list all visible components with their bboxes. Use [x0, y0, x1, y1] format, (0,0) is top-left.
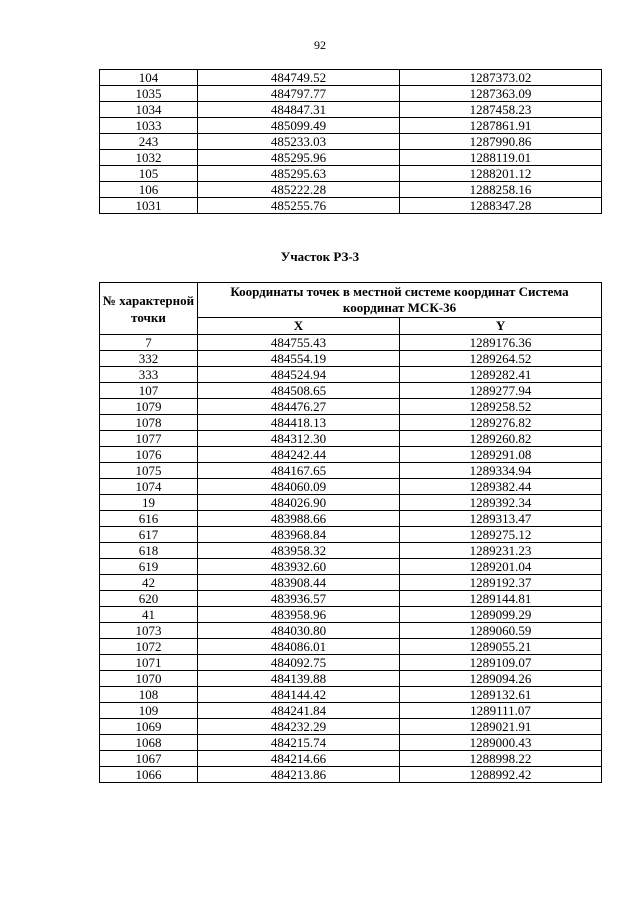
x-coordinate-cell: 483958.96: [198, 607, 400, 623]
y-coordinate-cell: 1289109.07: [400, 655, 602, 671]
y-coordinate-cell: 1289060.59: [400, 623, 602, 639]
point-number-cell: 1072: [100, 639, 198, 655]
y-coordinate-cell: 1289201.04: [400, 559, 602, 575]
header-point-number: № характерной точки: [100, 283, 198, 335]
y-coordinate-cell: 1287363.09: [400, 86, 602, 102]
table-row: [100, 623, 602, 639]
point-number-cell: 108: [100, 687, 198, 703]
x-coordinate-cell: 484092.75: [198, 655, 400, 671]
x-coordinate-cell: 483958.32: [198, 543, 400, 559]
point-number-cell: 1077: [100, 431, 198, 447]
x-coordinate-cell: 484749.52: [198, 70, 400, 86]
x-coordinate-cell: 484030.80: [198, 623, 400, 639]
y-coordinate-cell: 1289176.36: [400, 335, 602, 351]
y-coordinate-cell: 1288347.28: [400, 198, 602, 214]
table-row: [100, 335, 602, 351]
y-coordinate-cell: 1287861.91: [400, 118, 602, 134]
point-number-cell: 619: [100, 559, 198, 575]
table-row: [100, 415, 602, 431]
table-header: [100, 283, 602, 335]
y-coordinate-cell: 1288201.12: [400, 166, 602, 182]
y-coordinate-cell: 1289275.12: [400, 527, 602, 543]
x-coordinate-cell: 484026.90: [198, 495, 400, 511]
point-number-cell: 1079: [100, 399, 198, 415]
table-row: [100, 383, 602, 399]
x-coordinate-cell: 483968.84: [198, 527, 400, 543]
x-coordinate-cell: 484167.65: [198, 463, 400, 479]
table-row: [100, 687, 602, 703]
x-coordinate-cell: 483988.66: [198, 511, 400, 527]
y-coordinate-cell: 1289055.21: [400, 639, 602, 655]
table-row: [100, 767, 602, 783]
table-row: [100, 86, 602, 102]
table-row: [100, 118, 602, 134]
y-coordinate-cell: 1288992.42: [400, 767, 602, 783]
page-number: 92: [314, 38, 326, 52]
x-coordinate-cell: 485099.49: [198, 118, 400, 134]
x-coordinate-cell: 484213.86: [198, 767, 400, 783]
point-number-cell: 107: [100, 383, 198, 399]
y-coordinate-cell: 1289144.81: [400, 591, 602, 607]
table-row: [100, 367, 602, 383]
point-number-cell: 42: [100, 575, 198, 591]
point-number-cell: 1033: [100, 118, 198, 134]
table-row: [100, 102, 602, 118]
table-row: [100, 431, 602, 447]
x-coordinate-cell: 484508.65: [198, 383, 400, 399]
x-coordinate-cell: 483932.60: [198, 559, 400, 575]
y-coordinate-cell: 1289094.26: [400, 671, 602, 687]
table-row: [100, 527, 602, 543]
x-coordinate-cell: 483908.44: [198, 575, 400, 591]
table-row: [100, 655, 602, 671]
table-row: [100, 399, 602, 415]
x-coordinate-cell: 484215.74: [198, 735, 400, 751]
table-row: [100, 351, 602, 367]
point-number-cell: 616: [100, 511, 198, 527]
table-body: [100, 70, 602, 214]
table-row: [100, 463, 602, 479]
point-number-cell: 333: [100, 367, 198, 383]
point-number-cell: 1031: [100, 198, 198, 214]
table-row: [100, 671, 602, 687]
point-number-cell: 1071: [100, 655, 198, 671]
point-number-cell: 1066: [100, 767, 198, 783]
y-coordinate-cell: 1289099.29: [400, 607, 602, 623]
y-coordinate-cell: 1289132.61: [400, 687, 602, 703]
table-row: [100, 543, 602, 559]
table-row: [100, 719, 602, 735]
x-coordinate-cell: 484554.19: [198, 351, 400, 367]
table-row: [100, 495, 602, 511]
point-number-cell: 19: [100, 495, 198, 511]
point-number-cell: 1067: [100, 751, 198, 767]
header-x: X: [198, 318, 400, 335]
y-coordinate-cell: 1289021.91: [400, 719, 602, 735]
table-row: [100, 591, 602, 607]
y-coordinate-cell: 1289291.08: [400, 447, 602, 463]
y-coordinate-cell: 1287373.02: [400, 70, 602, 86]
header-y: Y: [400, 318, 602, 335]
x-coordinate-cell: 484242.44: [198, 447, 400, 463]
x-coordinate-cell: 485233.03: [198, 134, 400, 150]
y-coordinate-cell: 1288119.01: [400, 150, 602, 166]
x-coordinate-cell: 484139.88: [198, 671, 400, 687]
table-row: [100, 751, 602, 767]
coordinates-table-bottom: [99, 282, 602, 783]
y-coordinate-cell: 1289382.44: [400, 479, 602, 495]
point-number-cell: 105: [100, 166, 198, 182]
point-number-cell: 332: [100, 351, 198, 367]
y-coordinate-cell: 1289392.34: [400, 495, 602, 511]
x-coordinate-cell: 485255.76: [198, 198, 400, 214]
x-coordinate-cell: 485295.96: [198, 150, 400, 166]
point-number-cell: 106: [100, 182, 198, 198]
table-row: [100, 166, 602, 182]
y-coordinate-cell: 1287990.86: [400, 134, 602, 150]
x-coordinate-cell: 484524.94: [198, 367, 400, 383]
y-coordinate-cell: 1289000.43: [400, 735, 602, 751]
point-number-cell: 1069: [100, 719, 198, 735]
table-row: [100, 479, 602, 495]
point-number-cell: 1074: [100, 479, 198, 495]
point-number-cell: 1034: [100, 102, 198, 118]
y-coordinate-cell: 1288258.16: [400, 182, 602, 198]
x-coordinate-cell: 484060.09: [198, 479, 400, 495]
x-coordinate-cell: 484312.30: [198, 431, 400, 447]
y-coordinate-cell: 1289277.94: [400, 383, 602, 399]
y-coordinate-cell: 1289276.82: [400, 415, 602, 431]
table-row: [100, 150, 602, 166]
y-coordinate-cell: 1289258.52: [400, 399, 602, 415]
table-row: [100, 447, 602, 463]
y-coordinate-cell: 1289260.82: [400, 431, 602, 447]
point-number-cell: 620: [100, 591, 198, 607]
point-number-cell: 1073: [100, 623, 198, 639]
y-coordinate-cell: 1289313.47: [400, 511, 602, 527]
point-number-cell: 1076: [100, 447, 198, 463]
table-row: [100, 198, 602, 214]
x-coordinate-cell: 484797.77: [198, 86, 400, 102]
point-number-cell: 1070: [100, 671, 198, 687]
x-coordinate-cell: 484214.66: [198, 751, 400, 767]
x-coordinate-cell: 484144.42: [198, 687, 400, 703]
table-row: [100, 70, 602, 86]
table-body: [100, 335, 602, 783]
x-coordinate-cell: 484086.01: [198, 639, 400, 655]
y-coordinate-cell: 1289264.52: [400, 351, 602, 367]
section-title: Участок РЗ-3: [280, 249, 360, 264]
x-coordinate-cell: 484476.27: [198, 399, 400, 415]
y-coordinate-cell: 1289231.23: [400, 543, 602, 559]
x-coordinate-cell: 484847.31: [198, 102, 400, 118]
table-row: [100, 182, 602, 198]
x-coordinate-cell: 484232.29: [198, 719, 400, 735]
x-coordinate-cell: 484418.13: [198, 415, 400, 431]
x-coordinate-cell: 484241.84: [198, 703, 400, 719]
y-coordinate-cell: 1289111.07: [400, 703, 602, 719]
point-number-cell: 41: [100, 607, 198, 623]
y-coordinate-cell: 1289192.37: [400, 575, 602, 591]
point-number-cell: 7: [100, 335, 198, 351]
table-row: [100, 134, 602, 150]
y-coordinate-cell: 1289282.41: [400, 367, 602, 383]
point-number-cell: 1032: [100, 150, 198, 166]
x-coordinate-cell: 484755.43: [198, 335, 400, 351]
table-row: [100, 511, 602, 527]
table-row: [100, 639, 602, 655]
table-row: [100, 607, 602, 623]
point-number-cell: 617: [100, 527, 198, 543]
point-number-cell: 1068: [100, 735, 198, 751]
y-coordinate-cell: 1287458.23: [400, 102, 602, 118]
coordinates-table-top: [99, 69, 602, 214]
table-row: [100, 703, 602, 719]
y-coordinate-cell: 1288998.22: [400, 751, 602, 767]
y-coordinate-cell: 1289334.94: [400, 463, 602, 479]
table-row: [100, 735, 602, 751]
point-number-cell: 618: [100, 543, 198, 559]
header-coordinates: Координаты точек в местной системе координат Система координат МСК-36: [198, 283, 602, 318]
point-number-cell: 109: [100, 703, 198, 719]
point-number-cell: 243: [100, 134, 198, 150]
point-number-cell: 1075: [100, 463, 198, 479]
x-coordinate-cell: 485222.28: [198, 182, 400, 198]
point-number-cell: 1078: [100, 415, 198, 431]
point-number-cell: 104: [100, 70, 198, 86]
x-coordinate-cell: 483936.57: [198, 591, 400, 607]
table-row: [100, 559, 602, 575]
point-number-cell: 1035: [100, 86, 198, 102]
table-row: [100, 575, 602, 591]
x-coordinate-cell: 485295.63: [198, 166, 400, 182]
